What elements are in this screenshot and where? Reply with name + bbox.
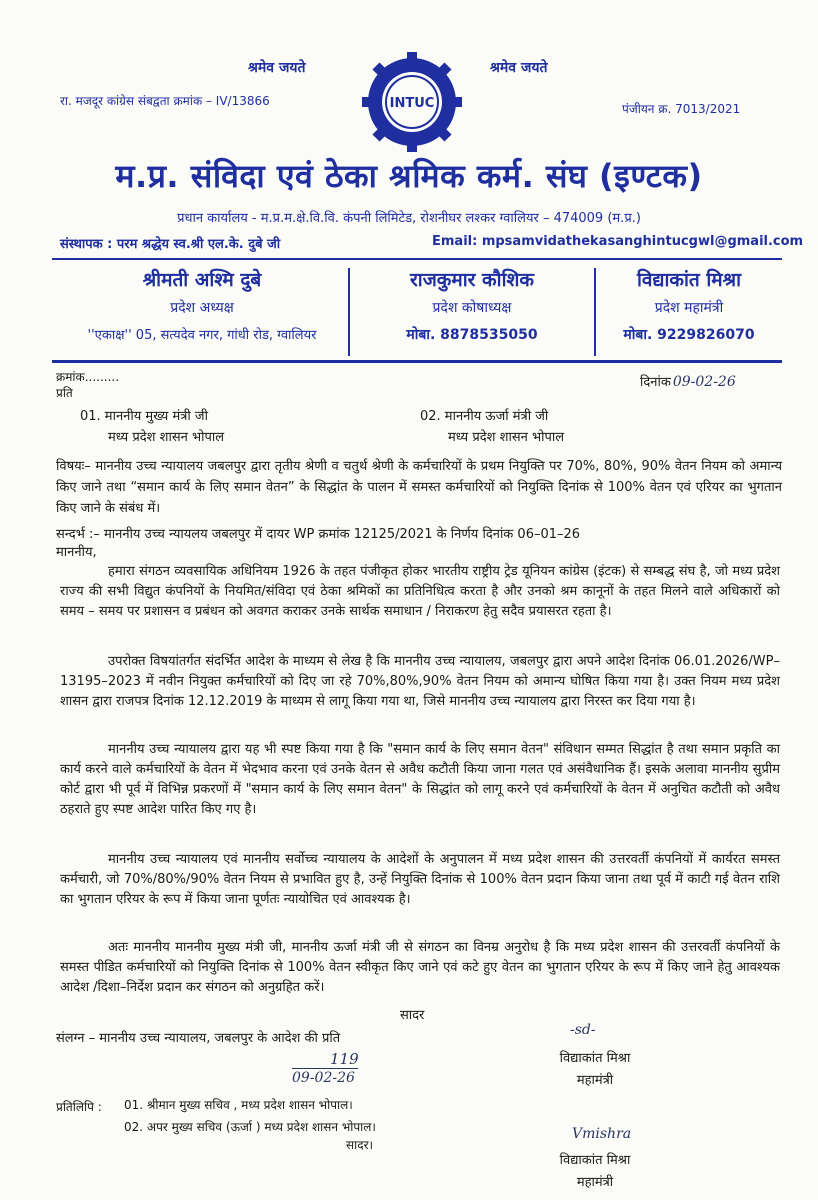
reference-number: क्रमांक.........: [56, 370, 120, 384]
founder-line: संस्थापक : परम श्रद्धेय स्व.श्री एल.के. दुबे जी: [60, 237, 281, 252]
affiliation-number: रा. मजदूर कांग्रेस संबद्वता क्रमांक – IV/13866: [60, 94, 270, 108]
recipient-2: [420, 406, 564, 445]
gensec-name: विद्याकांत मिश्रा: [637, 269, 741, 291]
recipient-2-line2: मध्य प्रदेश शासन भोपाल: [448, 430, 565, 445]
copy-label: प्रतिलिपि :: [56, 1100, 102, 1114]
paragraph-5: अतः माननीय माननीय मुख्य मंत्री जी, माननीय ऊर्जा मंत्री जी से संगठन का विनम्र अनुरोध है कि मध्य प्रदेश शासन की उत्तरवर्ती कंपनियों के समस्त पीडित कर्मचारियों को नियुक्ति दिनांक से 100% वेतन स्वीकृत किए जाने एवं कटे हुए वेतन का भुगतान एरियर के रूप में किए जाने हेतु आवश्यक आदेश /दिशा–निर्देश प्रदान कर संगठन को अनुग्रहित करें।: [60, 940, 780, 995]
president-title: प्रदेश अध्यक्ष: [170, 300, 234, 316]
official-divider-1: [348, 268, 350, 356]
closing: सादर: [400, 1008, 425, 1023]
recipient-1-line2: मध्य प्रदेश शासन भोपाल: [108, 430, 225, 445]
to-label: प्रति: [56, 386, 73, 400]
handwritten-date: 09-02-26: [292, 1070, 355, 1086]
signatory-block-2: [540, 1150, 650, 1190]
treasurer-name: राजकुमार कौशिक: [410, 269, 534, 291]
paragraph-4: माननीय उच्च न्यायालय एवं माननीय सर्वोच्च न्यायालय के आदेशों के अनुपालन में मध्य प्रदेश शासन की उत्तरवर्ती कंपनियों में कार्यरत समस्त कर्मचारी, जो 70%/80%/90% वेतन नियम से प्रभावित हुए है, उन्हें नियुक्ति दिनांक से 100% वेतन प्रदान किया जाना तथा पूर्व में काटी गई वेतन राशि का भुगतान एरियर के रूप में किया जाना पूर्णतः न्यायोचित एवं आवश्यक है।: [60, 852, 780, 907]
official-president: [52, 266, 352, 343]
date-value: 09-02-26: [672, 374, 736, 390]
official-general-secretary: [596, 266, 782, 344]
president-name: श्रीमती अश्मि दुबे: [142, 269, 262, 291]
reference-line: सन्दर्भ :– माननीय उच्च न्यायलय जबलपुर में दायर WP क्रमांक 12125/2021 के निर्णय दिनांक 06–01–26: [56, 527, 581, 542]
motto-left: श्रमेव जयते: [248, 60, 306, 76]
header-divider-top: [52, 258, 782, 260]
treasurer-mobile: मोबा. 8878535050: [406, 327, 538, 343]
subject: [56, 456, 782, 519]
email-address[interactable]: Email: mpsamvidathekasanghintucgwl@gmail.com: [432, 234, 804, 249]
head-office-address: प्रधान कार्यालय - म.प्र.म.क्षे.वि.वि. कंपनी लिमिटेड, रोशनीघर लश्कर ग्वालियर – 474009 (म.प्र.): [177, 211, 641, 226]
handwritten-underline: [292, 1068, 358, 1069]
copy-1: 01. श्रीमान मुख्य सचिव , मध्य प्रदेश शासन भोपाल।: [124, 1098, 353, 1112]
signature-mark: -sd-: [570, 1022, 596, 1038]
recipient-2-line1: 02. माननीय ऊर्जा मंत्री जी: [420, 409, 549, 424]
letter-date: [640, 372, 736, 390]
recipient-1: [80, 406, 224, 445]
gensec-mobile: मोबा. 9229826070: [623, 327, 755, 343]
handwritten-number: 119: [330, 1050, 359, 1068]
subject-text: माननीय उच्च न्यायालय जबलपुर द्वारा तृतीय श्रेणी व चतुर्थ श्रेणी के कर्मचारियों के प्रथम नियुक्ति पर 70%, 80%, 90% वेतन नियम को अमान्य किए जाने तथा “समान कार्य के लिए समान वेतन” के सिद्धांत के पालन में समस्त कर्मचारियों को नियुक्ति दिनांक से 100% वेतन एवं एरियर का भुगतान किए जाने के संबंध में।: [56, 459, 782, 516]
enclosure: संलग्न – माननीय उच्च न्यायालय, जबलपुर के आदेश की प्रति: [56, 1031, 341, 1046]
copy-closing: सादर।: [346, 1138, 374, 1152]
subject-label: विषयः–: [56, 459, 91, 474]
organization-name: म.प्र. संविदा एवं ठेका श्रमिक कर्म. संघ (इण्टक): [115, 157, 703, 195]
date-label: दिनांक: [640, 375, 671, 390]
president-address: ''एकाक्ष'' 05, सत्यदेव नगर, गांधी रोड, ग्वालियर: [87, 328, 317, 343]
signatory-1-title: महामंत्री: [576, 1073, 614, 1088]
signatory-block-1: [540, 1048, 650, 1088]
paragraph-3: माननीय उच्च न्यायालय द्वारा यह भी स्पष्ट किया गया है कि "समान कार्य के लिए समान वेतन" संविधान सम्मत सिद्धांत है तथा समान प्रकृति का कार्य करने वाले कर्मचारियों के वेतन में भेदभाव करना एवं उनके वेतन से अवैध कटौती किया जाना गलत एवं असंवैधानिक हैं। इसके अलावा माननीय सुप्रीम कोर्ट द्वारा भी पूर्व में विभिन्न प्रकरणों में "समान कार्य के लिए समान वेतन" के सिद्धांत को लागू करने एवं कर्मचारियों के वेतन में अनुचित कटौती को अवैध ठहराते हुए स्पष्ट आदेश पारित किए गए है।: [60, 742, 780, 817]
signatory-1-name: विद्याकांत मिश्रा: [559, 1051, 631, 1066]
logo-text: INTUC: [389, 96, 435, 111]
gensec-title: प्रदेश महामंत्री: [654, 300, 724, 316]
recipient-1-line1: 01. माननीय मुख्य मंत्री जी: [80, 409, 208, 424]
official-treasurer: [352, 266, 592, 344]
signatory-2-name: विद्याकांत मिश्रा: [559, 1153, 631, 1168]
header-divider-bottom: [52, 360, 782, 363]
registration-number: पंजीयन क्र. 7013/2021: [622, 102, 741, 116]
treasurer-title: प्रदेश कोषाध्यक्ष: [432, 300, 512, 316]
copy-2: 02. अपर मुख्य सचिव (ऊर्जा ) मध्य प्रदेश शासन भोपाल।: [124, 1120, 376, 1134]
intuc-logo: [362, 52, 462, 152]
paragraph-2: उपरोक्त विषयांतर्गत संदर्भित आदेश के माध्यम से लेख है कि माननीय उच्च न्यायालय, जबलपुर द्वारा अपने आदेश दिनांक 06.01.2026/WP–13195–2023 में नवीन नियुक्त कर्मचारियों को दिए जा रहे 70%,80%,90% वेतन नियम को अमान्य घोषित किया गया है। उक्त नियम मध्य प्रदेश शासन द्वारा राजपत्र दिनांक 12.12.2019 के माध्यम से लागू किया गया था, जिसे माननीय उच्च न्यायालय द्वारा निरस्त कर दिया गया है।: [60, 654, 780, 709]
signature-2: Vmishra: [572, 1126, 632, 1142]
signatory-2-title: महामंत्री: [576, 1175, 614, 1190]
salutation: माननीय,: [56, 545, 97, 560]
motto-right: श्रमेव जयते: [490, 60, 548, 76]
paragraph-1: हमारा संगठन व्यवसायिक अधिनियम 1926 के तहत पंजीकृत होकर भारतीय राष्ट्रीय ट्रेड यूनियन कांग्रेस (इंटक) से सम्बद्ध संघ है, जो मध्य प्रदेश राज्य की सभी विद्युत कंपनियों के नियमित/संविदा एवं ठेका श्रमिकों का प्रतिनिधित्व करता है और उनको श्रम कानूनों के तहत मिलने वाले अधिकारों को समय – समय पर प्रशासन व प्रबंधन को अवगत कराकर उनके सार्थक समाधान / निराकरण हेतु सदैव प्रयासरत रहता है।: [60, 564, 780, 619]
